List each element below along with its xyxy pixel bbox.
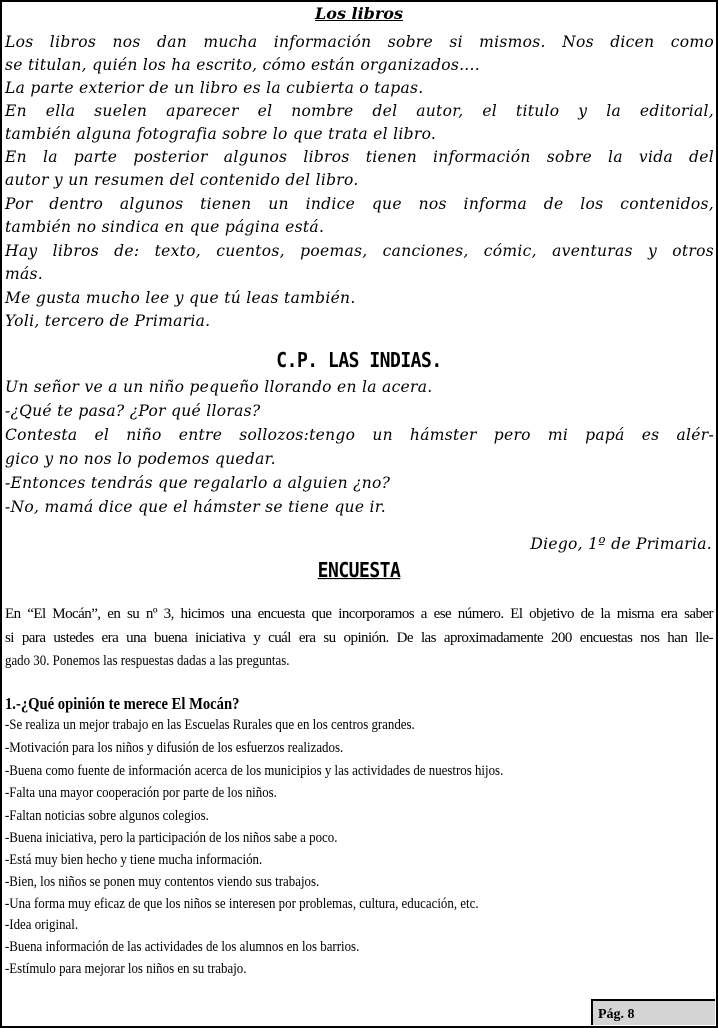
page-number-box	[591, 999, 715, 1025]
text-line: -¿Qué te pasa? ¿Por qué lloras?	[5, 402, 261, 420]
answer-item: -Una forma muy eficaz de que los niños se interesen por problemas, cultura, educación, etc.	[5, 896, 479, 912]
text-line: autor y un resumen del contenido del libro.	[5, 171, 359, 189]
text-line: -Entonces tendrás que regalarlo a alguien ¿no?	[5, 474, 391, 492]
intro-line: si para ustedes era una buena iniciativa y cuál era su opinión. De las aproximadamente 200 encuestas nos han lle-	[5, 630, 713, 646]
intro-line: En “El Mocán”, en su nº 3, hicimos una encuesta que incorporamos a ese número. El objetivo de la misma era saber	[5, 606, 713, 622]
text-line: Hay libros de: texto, cuentos, poemas, canciones, cómic, aventuras y otros	[5, 242, 714, 260]
encuesta-title: ENCUESTA	[317, 558, 401, 583]
text-line: Los libros nos dan mucha información sobre si mismos. Nos dicen como	[5, 33, 714, 51]
answer-item: -Bien, los niños se ponen muy contentos viendo sus trabajos.	[5, 874, 320, 890]
answer-item: -Se realiza un mejor trabajo en las Escuelas Rurales que en los centros grandes.	[5, 717, 415, 733]
text-line: también no sindica en que página está.	[5, 218, 325, 236]
text-line: Contesta el niño entre sollozos:tengo un hámster pero mi papá es alér-	[5, 426, 714, 444]
text-line: Por dentro algunos tienen un indice que nos informa de los contenidos,	[5, 195, 714, 213]
answer-item: -Buena información de las actividades de los alumnos en los barrios.	[5, 939, 360, 955]
answer-item: -Estímulo para mejorar los niños en su trabajo.	[5, 961, 247, 977]
text-line: más.	[5, 265, 44, 283]
text-line: En ella suelen aparecer el nombre del autor, el titulo y la editorial,	[5, 102, 714, 120]
answer-item: -Está muy bien hecho y tiene mucha información.	[5, 852, 263, 868]
text-line: Yoli, tercero de Primaria.	[5, 312, 211, 330]
text-line: se titulan, quién los ha escrito, cómo están organizados....	[5, 56, 480, 74]
answer-item: -Idea original.	[5, 917, 79, 933]
libros-title: Los libros	[315, 4, 403, 23]
signature: Diego, 1º de Primaria.	[530, 535, 712, 553]
text-line: Un señor ve a un niño pequeño llorando en la acera.	[5, 378, 433, 396]
text-line: gico y no nos lo podemos quedar.	[5, 450, 276, 468]
answer-item: -Motivación para los niños y difusión de los esfuerzos realizados.	[5, 740, 344, 756]
text-line: En la parte posterior algunos libros tienen información sobre la vida del	[5, 148, 714, 166]
survey-question: 1.-¿Qué opinión te merece El Mocán?	[5, 694, 240, 713]
answer-item: -Buena iniciativa, pero la participación de los niños sabe a poco.	[5, 830, 338, 846]
text-line: La parte exterior de un libro es la cubierta o tapas.	[5, 79, 424, 97]
page-number: Pág. 8	[598, 1007, 635, 1022]
school-title: C.P. LAS INDIAS.	[276, 348, 442, 373]
text-line: -No, mamá dice que el hámster se tiene que ir.	[5, 498, 387, 516]
answer-item: -Falta una mayor cooperación por parte de los niños.	[5, 785, 277, 801]
answer-item: -Faltan noticias sobre algunos colegios.	[5, 808, 209, 824]
answer-item: -Buena como fuente de información acerca de los municipios y las actividades de nuestros hijos.	[5, 763, 504, 779]
text-line: también alguna fotografia sobre lo que trata el libro.	[5, 125, 437, 143]
intro-line: gado 30. Ponemos las respuestas dadas a las preguntas.	[5, 653, 290, 669]
text-line: Me gusta mucho lee y que tú leas también.	[5, 289, 356, 307]
